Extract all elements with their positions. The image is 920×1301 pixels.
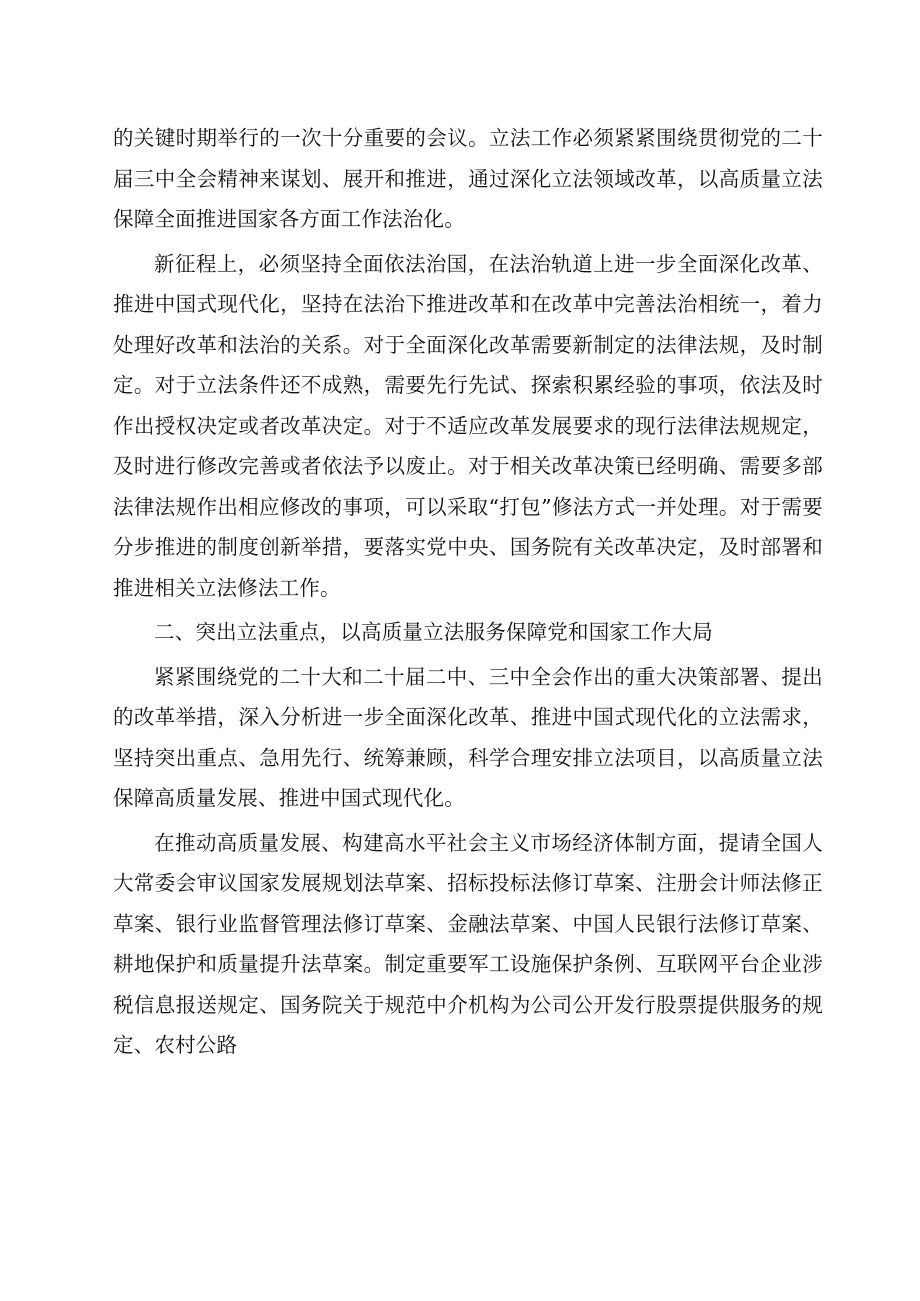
section-heading: 二、突出立法重点，以高质量立法服务保障党和国家工作大局	[154, 620, 713, 644]
paragraph-1: 的关键时期举行的一次十分重要的会议。立法工作必须紧紧围绕贯彻党的二十届三中全会精神来谋划、展开和推进，通过深化立法领域改革，以高质量立法保障全面推进国家各方面工作法治化。	[113, 126, 823, 231]
paragraph-2: 新征程上，必须坚持全面依法治国，在法治轨道上进一步全面深化改革、推进中国式现代化，坚持在法治下推进改革和在改革中完善法治相统一，着力处理好改革和法治的关系。对于全面深化改革需要新制定的法律法规，及时制定。对于立法条件还不成熟，需要先行先试、探索积累经验的事项，依法及时作出授权决定或者改革决定。对于不适应改革发展要求的现行法律法规规定，及时进行修改完善或者依法予以废止。对于相关改革决策已经明确、需要多部法律法规作出相应修改的事项，可以采取“打包”修法方式一并处理。对于需要分步推进的制度创新举措，要落实党中央、国务院有关改革决定，及时部署和推进相关立法修法工作。	[113, 251, 823, 600]
paragraph-4: 在推动高质量发展、构建高水平社会主义市场经济体制方面，提请全国人大常委会审议国家发展规划法草案、招标投标法修订草案、注册会计师法修正草案、银行业监督管理法修订草案、金融法草案、中国人民银行法修订草案、耕地保护和质量提升法草案。制定重要军工设施保护条例、互联网平台企业涉税信息报送规定、国务院关于规范中介机构为公司公开发行股票提供服务的规定、农村公路	[113, 830, 823, 1057]
paragraph-3: 紧紧围绕党的二十大和二十届二中、三中全会作出的重大决策部署、提出的改革举措，深入分析进一步全面深化改革、推进中国式现代化的立法需求，坚持突出重点、急用先行、统筹兼顾，科学合理安排立法项目，以高质量立法保障高质量发展、推进中国式现代化。	[113, 664, 823, 810]
document-body	[113, 118, 823, 1070]
